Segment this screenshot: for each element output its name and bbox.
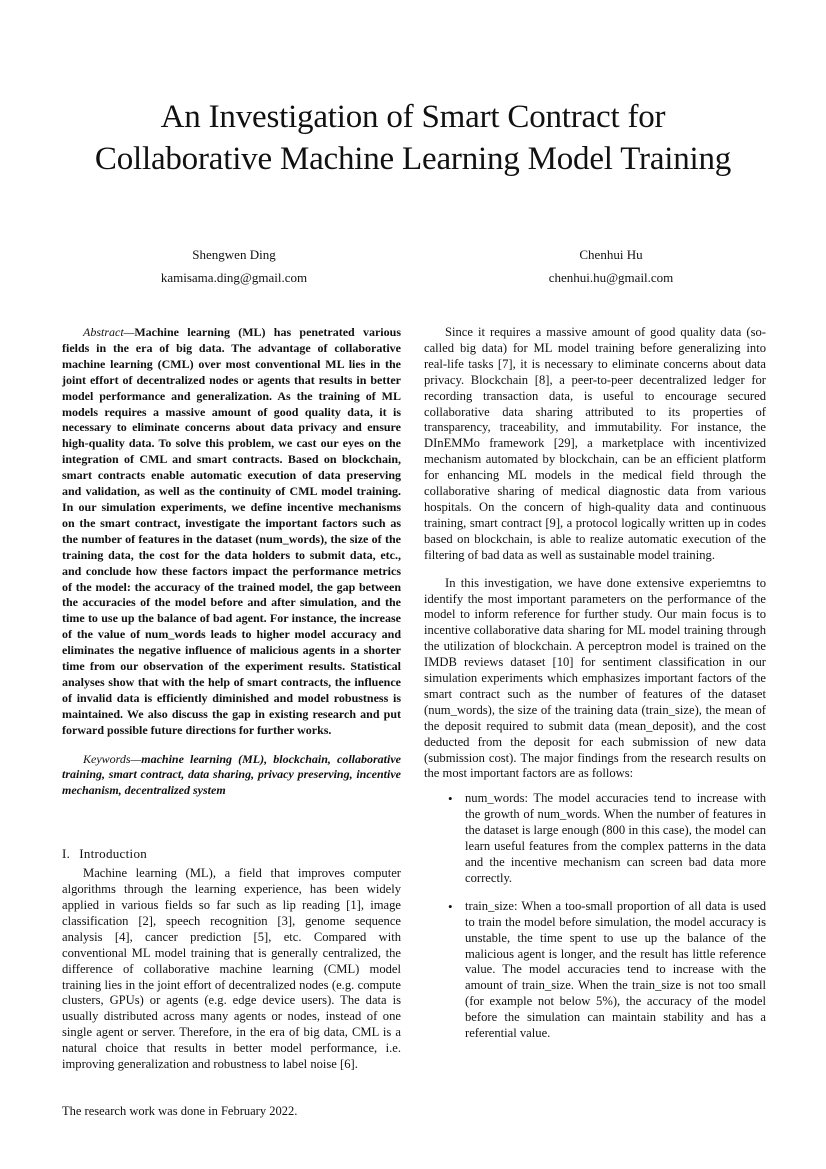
author-name: Chenhui Hu (579, 247, 643, 262)
findings-list (424, 791, 766, 1042)
section-number: I. (62, 846, 71, 862)
author-email: kamisama.ding@gmail.com (160, 270, 308, 285)
abstract (62, 325, 401, 739)
section-heading-introduction (62, 846, 401, 862)
keywords (62, 752, 401, 800)
body-paragraph-2: In this investigation, we have done extensive experiemtns to identify the most important parameters on the performance of the model to inform reference for further study. Our main focus is to incentive collaborative data sharing for ML model training through the utilization of blockchain. A perceptron model is trained on the IMDB reviews dataset [10] for sentiment classification in our simulation experiments which emphasizes important factors of the smart contract such as the number of features of the dataset (num_words), the size of the training data (train_size), the mean of the deposit required to submit data (mean_deposit), and the cost deducted from the deposit for each submission of new data (submission cost). The major findings from the research results on the most important factors are as follows: (424, 575, 766, 781)
introduction-paragraph: Machine learning (ML), a field that improves computer algorithms through the learning experience, has been widely applied in various fields so far such as lip reading [1], image classification [2], speech recognition [3], genome sequence analysis [4], cancer prediction [5], etc. Compared with conventional ML model training that is generally centralized, the difference of collaborative machine learning (CML) model training lies in the joint effort of decentralized nodes (e.g. compute clusters, GPUs) or agents (e.g. edge device users). The data is usually distributed across many agents or nodes, instead of one single agent or server. Therefore, in the era of big data, CML is a natural choice that results in better model performance, i.e. improving generalization and robustness to label noise [6]. (62, 866, 401, 1072)
author-block-2 (461, 243, 761, 289)
keywords-body: machine learning (ML), blockchain, collaborative training, smart contract, data sharing, privacy preserving, incentive mechanism, decentralized system (62, 751, 401, 798)
abstract-label: Abstract— (83, 325, 135, 339)
right-column (424, 325, 766, 1054)
footnote: The research work was done in February 2022. (62, 1104, 298, 1118)
author-name: Shengwen Ding (192, 247, 276, 262)
paper-title (60, 96, 766, 180)
title-line-2: Collaborative Machine Learning Model Training (94, 141, 732, 177)
left-column (62, 325, 401, 1073)
title-line-1: An Investigation of Smart Contract for (160, 99, 666, 135)
abstract-body: Machine learning (ML) has penetrated various fields in the era of big data. The advantage of collaborative machine learning (CML) over most conventional ML lies in the joint effort of decentralized nodes or agents that results in better model performance and generalization. As the training of ML models requires a massive amount of good quality data, it is necessary to eliminate concerns about data privacy and ensure high-quality data. To solve this problem, we cast our eyes on the integration of CML and smart contracts. Based on blockchain, smart contracts enable automatic execution of data preserving and validation, as well as the continuity of CML model training. In our simulation experiments, we define incentive mechanisms on the smart contract, investigate the important factors such as the number of features in the dataset (num_words), the size of the training data, the cost for the data holders to submit data, etc., and conclude how these factors impact the performance metrics of the model: the accuracy of the trained model, the gap between the accuracies of the model before and after simulation, and the time to use up the balance of bad agent. For instance, the increase of the value of num_words leads to higher model accuracy and eliminates the negative influence of malicious agents in a shorter time from our observation of the experiment results. Statistical analyses show that with the help of smart contracts, the influence of invalid data is efficiently diminished and model robustness is maintained. We also discuss the gap in existing research and put forward possible future directions for further works. (62, 325, 401, 737)
author-email: chenhui.hu@gmail.com (548, 270, 674, 285)
section-title: Introduction (79, 846, 148, 862)
body-paragraph-1: Since it requires a massive amount of good quality data (so-called big data) for ML model training before generalizing into real-life tasks [7], it is necessary to eliminate concerns about data privacy. Blockchain [8], a peer-to-peer decentralized ledger for recording transaction data, is useful to encourage secured collaborative data sharing attributed to its properties of transparency, traceability, and immutability. For instance, the DInEMMo framework [29], a marketplace with incentivized mechanism automated by blockchain, can be an efficient platform for enhancing ML models in the medical field through the collaborative sharing of medical diagnostic data from various hospitals. On the concern of high-quality data and continuous training, smart contract [9], a protocol logically written up in codes based on blockchain, is able to realize automatic execution of the filtering of bad data as well as sustainable model training. (424, 325, 766, 562)
keywords-label: Keywords— (83, 751, 142, 766)
finding-item: • train_size: When a too-small proportion of all data is used to train the model before simulation, the model accuracy is unstable, the time spent to use up the balance of the malicious agent is longer, and the result has little reference value. The model accuracies tend to increase with the amount of train_size. When the train_size is not too small (for example not below 5%), the accuracy of the model before the simulation can maintain stability and has a referential value. (465, 899, 766, 1042)
finding-item: • num_words: The model accuracies tend to increase with the growth of num_words. When the number of features in the dataset is large enough (800 in this case), the model can learn useful features from the complex patterns in the data and the incentive mechanism can screen bad data more correctly. (465, 791, 766, 886)
author-block-1 (84, 243, 384, 289)
